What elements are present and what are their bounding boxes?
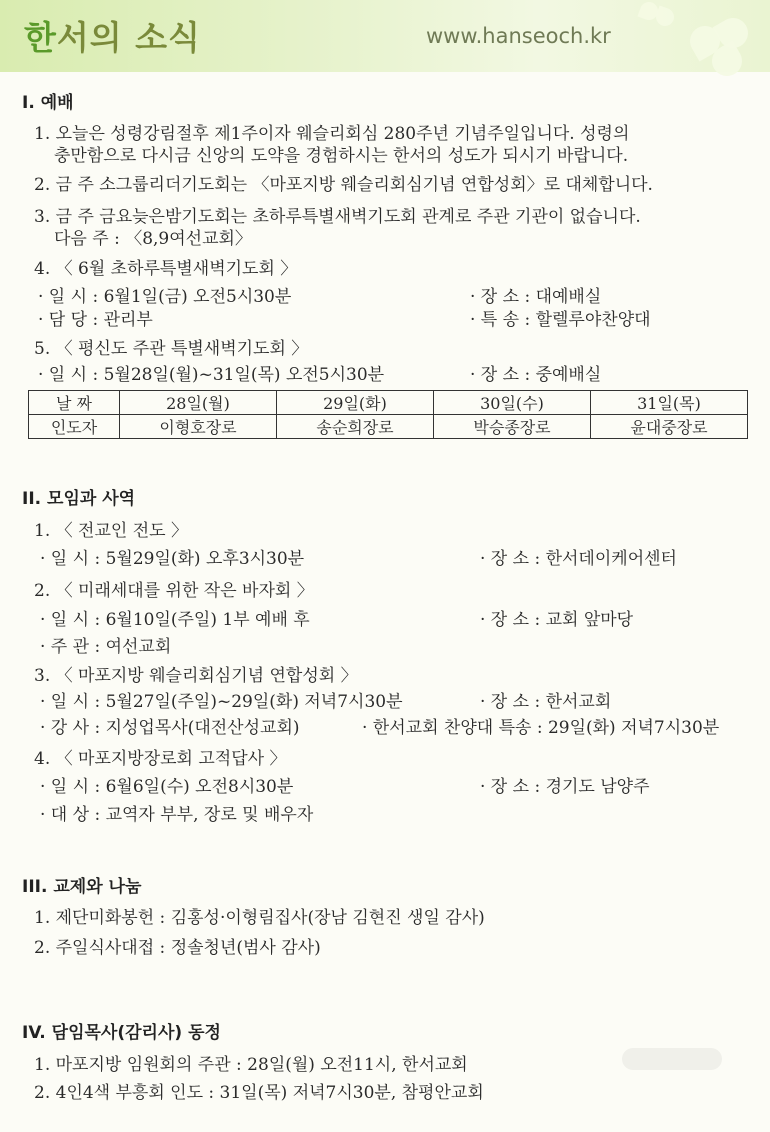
sec2-item1-date: · 일 시 : 5월29일(화) 오후3시30분 (40, 549, 305, 569)
sec2-item2-date: · 일 시 : 6월10일(주일) 1부 예배 후 (40, 610, 310, 630)
header-banner (0, 0, 770, 72)
sec2-item4-target: · 대 상 : 교역자 부부, 장로 및 배우자 (40, 805, 314, 825)
sec1-item2: 2. 금 주 소그룹리더기도회는 〈마포지방 웨슬리회심기념 연합성회〉로 대체합니다. (34, 175, 653, 195)
faint-watermark (622, 1048, 722, 1070)
table-cell: 29일(화) (277, 391, 434, 415)
table-cell: 송순희장로 (277, 415, 434, 439)
title-rest: 서의 소식 (56, 18, 201, 57)
sec2-item3-date: · 일 시 : 5월27일(주일)~29일(화) 저녁7시30분 (40, 692, 403, 712)
table-cell: 이형호장로 (120, 415, 277, 439)
page-title (24, 12, 201, 59)
title-prefix: 한 (24, 18, 57, 57)
sec1-item5-date: · 일 시 : 5월28일(월)~31일(목) 오전5시30분 (38, 365, 385, 385)
sec2-item3-choir: · 한서교회 찬양대 특송 : 29일(화) 저녁7시30분 (362, 718, 720, 738)
table-row (29, 415, 748, 439)
sec2-item3-speaker: · 강 사 : 지성업목사(대전산성교회) (40, 718, 300, 738)
sec2-item4: 4. 〈 마포지방장로회 고적답사 〉 (34, 749, 287, 769)
section-1-heading: I. 예배 (22, 93, 74, 113)
section-4-heading: IV. 담임목사(감리사) 동정 (22, 1023, 221, 1043)
table-cell: 박승종장로 (434, 415, 591, 439)
table-cell: 31일(목) (591, 391, 748, 415)
table-cell: 30일(수) (434, 391, 591, 415)
sec2-item3: 3. 〈 마포지방 웨슬리회심기념 연합성회 〉 (34, 666, 358, 686)
sec1-item4-special: · 특 송 : 할렐루야찬양대 (470, 310, 651, 330)
sec1-item5-place: · 장 소 : 중예배실 (470, 365, 602, 385)
table-header-date: 날 짜 (29, 391, 120, 415)
table-header-leader: 인도자 (29, 415, 120, 439)
sec1-item1-line2: 충만함으로 다시금 신앙의 도약을 경험하시는 한서의 성도가 되시기 바랍니다. (54, 146, 629, 166)
sec1-item4: 4. 〈 6월 초하루특별새벽기도회 〉 (34, 259, 298, 279)
section-3-heading: III. 교제와 나눔 (22, 877, 142, 897)
sec2-item3-place: · 장 소 : 한서교회 (480, 692, 612, 712)
sec2-item4-date: · 일 시 : 6월6일(수) 오전8시30분 (40, 777, 294, 797)
section-2-heading: II. 모임과 사역 (22, 489, 136, 509)
sec3-item1: 1. 제단미화봉헌 : 김홍성·이형림집사(장남 김현진 생일 감사) (34, 908, 485, 928)
sec1-item1-line1: 1. 오늘은 성령강림절후 제1주이자 웨슬리회심 280주년 기념주일입니다. 성령의 (34, 124, 630, 144)
clover-decoration-small-icon (640, 2, 680, 42)
table-cell: 28일(월) (120, 391, 277, 415)
sec2-item4-place: · 장 소 : 경기도 남양주 (480, 777, 650, 797)
sec2-item2: 2. 〈 미래세대를 위한 작은 바자회 〉 (34, 581, 314, 601)
sec2-item1-place: · 장 소 : 한서데이케어센터 (480, 549, 677, 569)
sec1-item4-charge: · 담 당 : 관리부 (38, 310, 153, 330)
table-row (29, 391, 748, 415)
sec1-item5: 5. 〈 평신도 주관 특별새벽기도회 〉 (34, 339, 309, 359)
sec4-item2: 2. 4인4색 부흥회 인도 : 31일(목) 저녁7시30분, 참평안교회 (34, 1083, 484, 1103)
sec1-item3-line1: 3. 금 주 금요늦은밤기도회는 초하루특별새벽기도회 관계로 주관 기관이 없습니다. (34, 207, 641, 227)
sec2-item2-host: · 주 관 : 여선교회 (40, 637, 172, 657)
sec1-item4-place: · 장 소 : 대예배실 (470, 287, 602, 307)
sec2-item2-place: · 장 소 : 교회 앞마당 (480, 610, 634, 630)
sec3-item2: 2. 주일식사대접 : 정솔청년(범사 감사) (34, 938, 321, 958)
sec4-item1: 1. 마포지방 임원회의 주관 : 28일(월) 오전11시, 한서교회 (34, 1055, 468, 1075)
leader-schedule-table (28, 390, 748, 439)
table-cell: 윤대중장로 (591, 415, 748, 439)
sec1-item3-line2: 다음 주 : 〈8,9여선교회〉 (54, 229, 252, 249)
sec1-item4-date: · 일 시 : 6월1일(금) 오전5시30분 (38, 287, 292, 307)
clover-decoration-icon (690, 18, 760, 78)
website-url: www.hanseoch.kr (426, 24, 611, 48)
sec2-item1: 1. 〈 전교인 전도 〉 (34, 521, 188, 541)
